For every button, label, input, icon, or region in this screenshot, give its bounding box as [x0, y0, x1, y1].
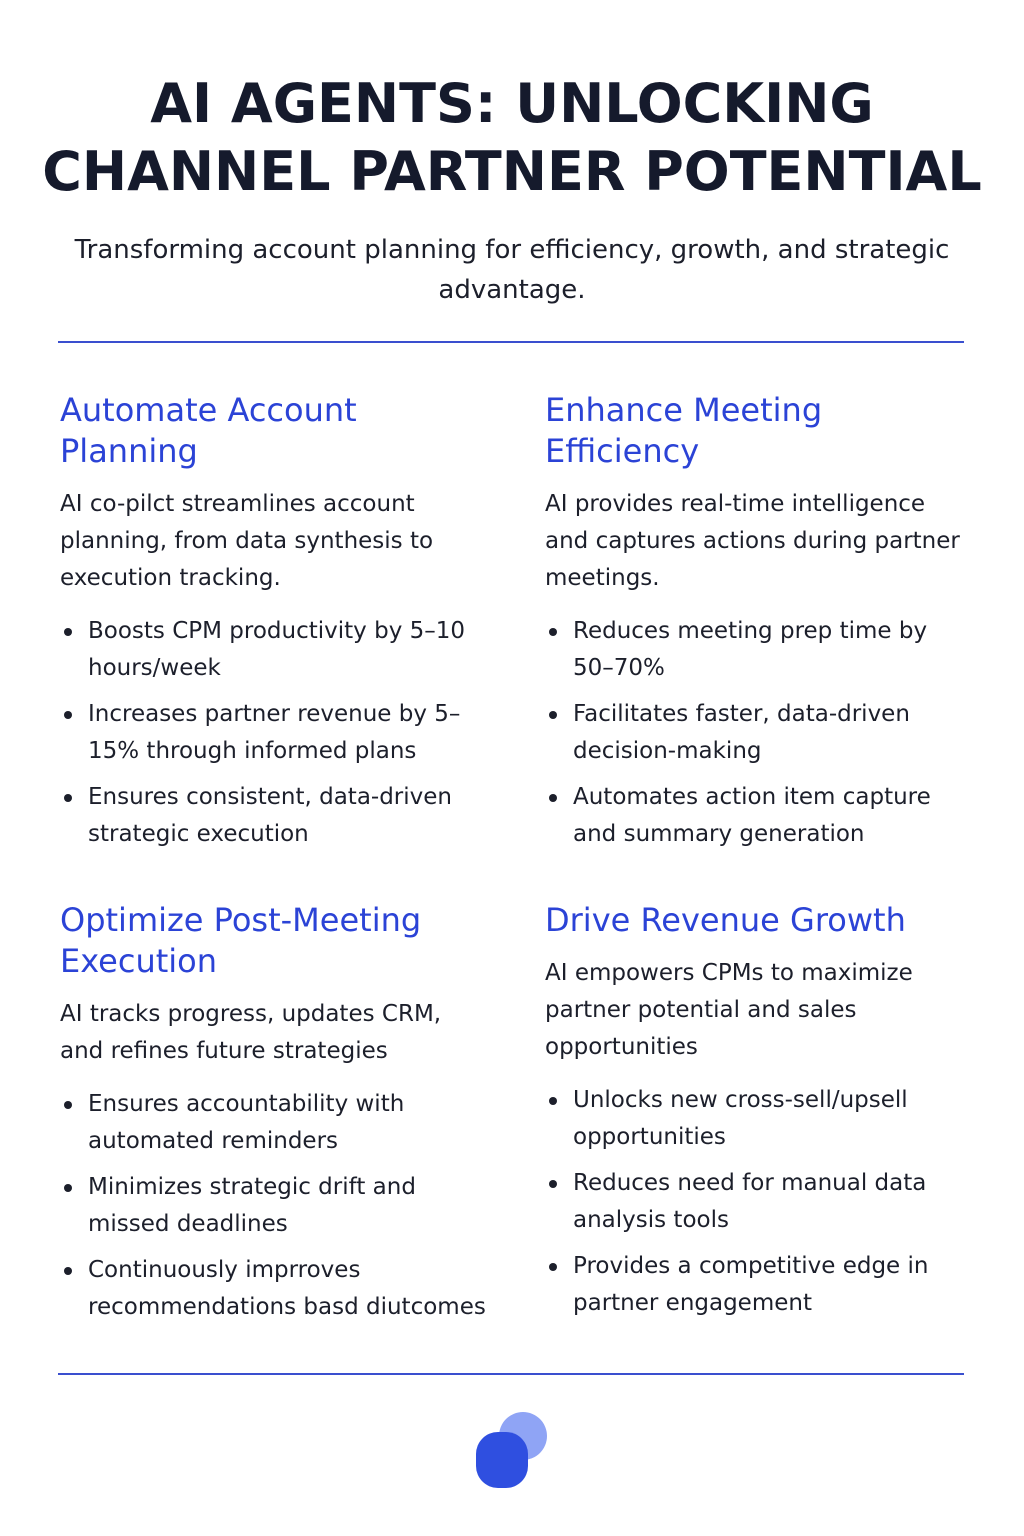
bullet-list: [60, 613, 490, 853]
list-item-text: Ensures consistent, data-driven strategic execution: [88, 784, 452, 847]
bullet-list: [60, 1086, 490, 1326]
list-item-text: Increases partner revenue by 5–15% through informed plans: [88, 701, 461, 764]
list-item: [60, 1086, 490, 1160]
list-item: [60, 779, 490, 853]
section-description: AI provides real-time intelligence and captures actions during partner meetings.: [545, 491, 960, 591]
page-title: [0, 70, 1024, 206]
title-line-2: CHANNEL PARTNER POTENTIAL: [42, 140, 982, 203]
page-subtitle: Transforming account planning for efficiency, growth, and strategic advantage.: [74, 235, 950, 305]
bullet-list: [545, 1082, 975, 1322]
bullet-dot-icon: [549, 1180, 557, 1188]
list-item: [60, 1169, 490, 1243]
logo-dark-shape: [476, 1432, 528, 1488]
section-heading: Automate Account Planning: [60, 391, 357, 470]
section-description: AI empowers CPMs to maximize partner potential and sales opportunities: [545, 960, 913, 1060]
bullet-dot-icon: [549, 628, 557, 636]
list-item-text: Boosts CPM productivity by 5–10 hours/week: [88, 618, 466, 681]
section-enhance-meeting-efficiency: [545, 390, 975, 862]
bullet-dot-icon: [549, 711, 557, 719]
list-item: [545, 696, 975, 770]
section-heading: Enhance Meeting Efficiency: [545, 391, 823, 470]
section-automate-account-planning: [60, 390, 490, 862]
list-item: [545, 613, 975, 687]
bullet-dot-icon: [64, 794, 72, 802]
overlapping-circles-logo-icon: [474, 1410, 550, 1490]
section-optimize-post-meeting-execution: [60, 900, 490, 1335]
bullet-list: [545, 613, 975, 853]
top-divider: [58, 341, 964, 343]
list-item-text: Reduces need for manual data analysis tools: [573, 1170, 927, 1233]
bullet-dot-icon: [64, 1184, 72, 1192]
list-item-text: Automates action item capture and summary generation: [573, 784, 931, 847]
section-heading: Optimize Post-Meeting Execution: [60, 901, 422, 980]
bullet-dot-icon: [549, 1263, 557, 1271]
list-item: [60, 696, 490, 770]
list-item: [60, 613, 490, 687]
list-item-text: Continuously imprroves recommendations basd diutcomes: [88, 1257, 486, 1320]
section-heading: Drive Revenue Growth: [545, 901, 906, 939]
section-drive-revenue-growth: [545, 900, 975, 1331]
list-item: [545, 779, 975, 853]
list-item: [60, 1252, 490, 1326]
list-item: [545, 1165, 975, 1239]
list-item-text: Provides a competitive edge in partner engagement: [573, 1253, 929, 1316]
list-item-text: Unlocks new cross-sell/upsell opportunities: [573, 1087, 908, 1150]
bullet-dot-icon: [64, 1101, 72, 1109]
list-item-text: Reduces meeting prep time by 50–70%: [573, 618, 928, 681]
list-item-text: Ensures accountability with automated reminders: [88, 1091, 405, 1154]
bullet-dot-icon: [64, 628, 72, 636]
title-line-1: AI AGENTS: UNLOCKING: [150, 72, 874, 135]
bullet-dot-icon: [549, 1097, 557, 1105]
bullet-dot-icon: [64, 1267, 72, 1275]
bullet-dot-icon: [549, 794, 557, 802]
section-description: AI co-pilct streamlines account planning, from data synthesis to execution tracking.: [60, 491, 434, 591]
list-item: [545, 1082, 975, 1156]
bullet-dot-icon: [64, 711, 72, 719]
list-item-text: Minimizes strategic drift and missed deadlines: [88, 1174, 416, 1237]
list-item-text: Facilitates faster, data-driven decision-making: [573, 701, 910, 764]
bottom-divider: [58, 1373, 964, 1375]
section-description: AI tracks progress, updates CRM, and refines future strategies: [60, 1001, 442, 1064]
list-item: [545, 1248, 975, 1322]
